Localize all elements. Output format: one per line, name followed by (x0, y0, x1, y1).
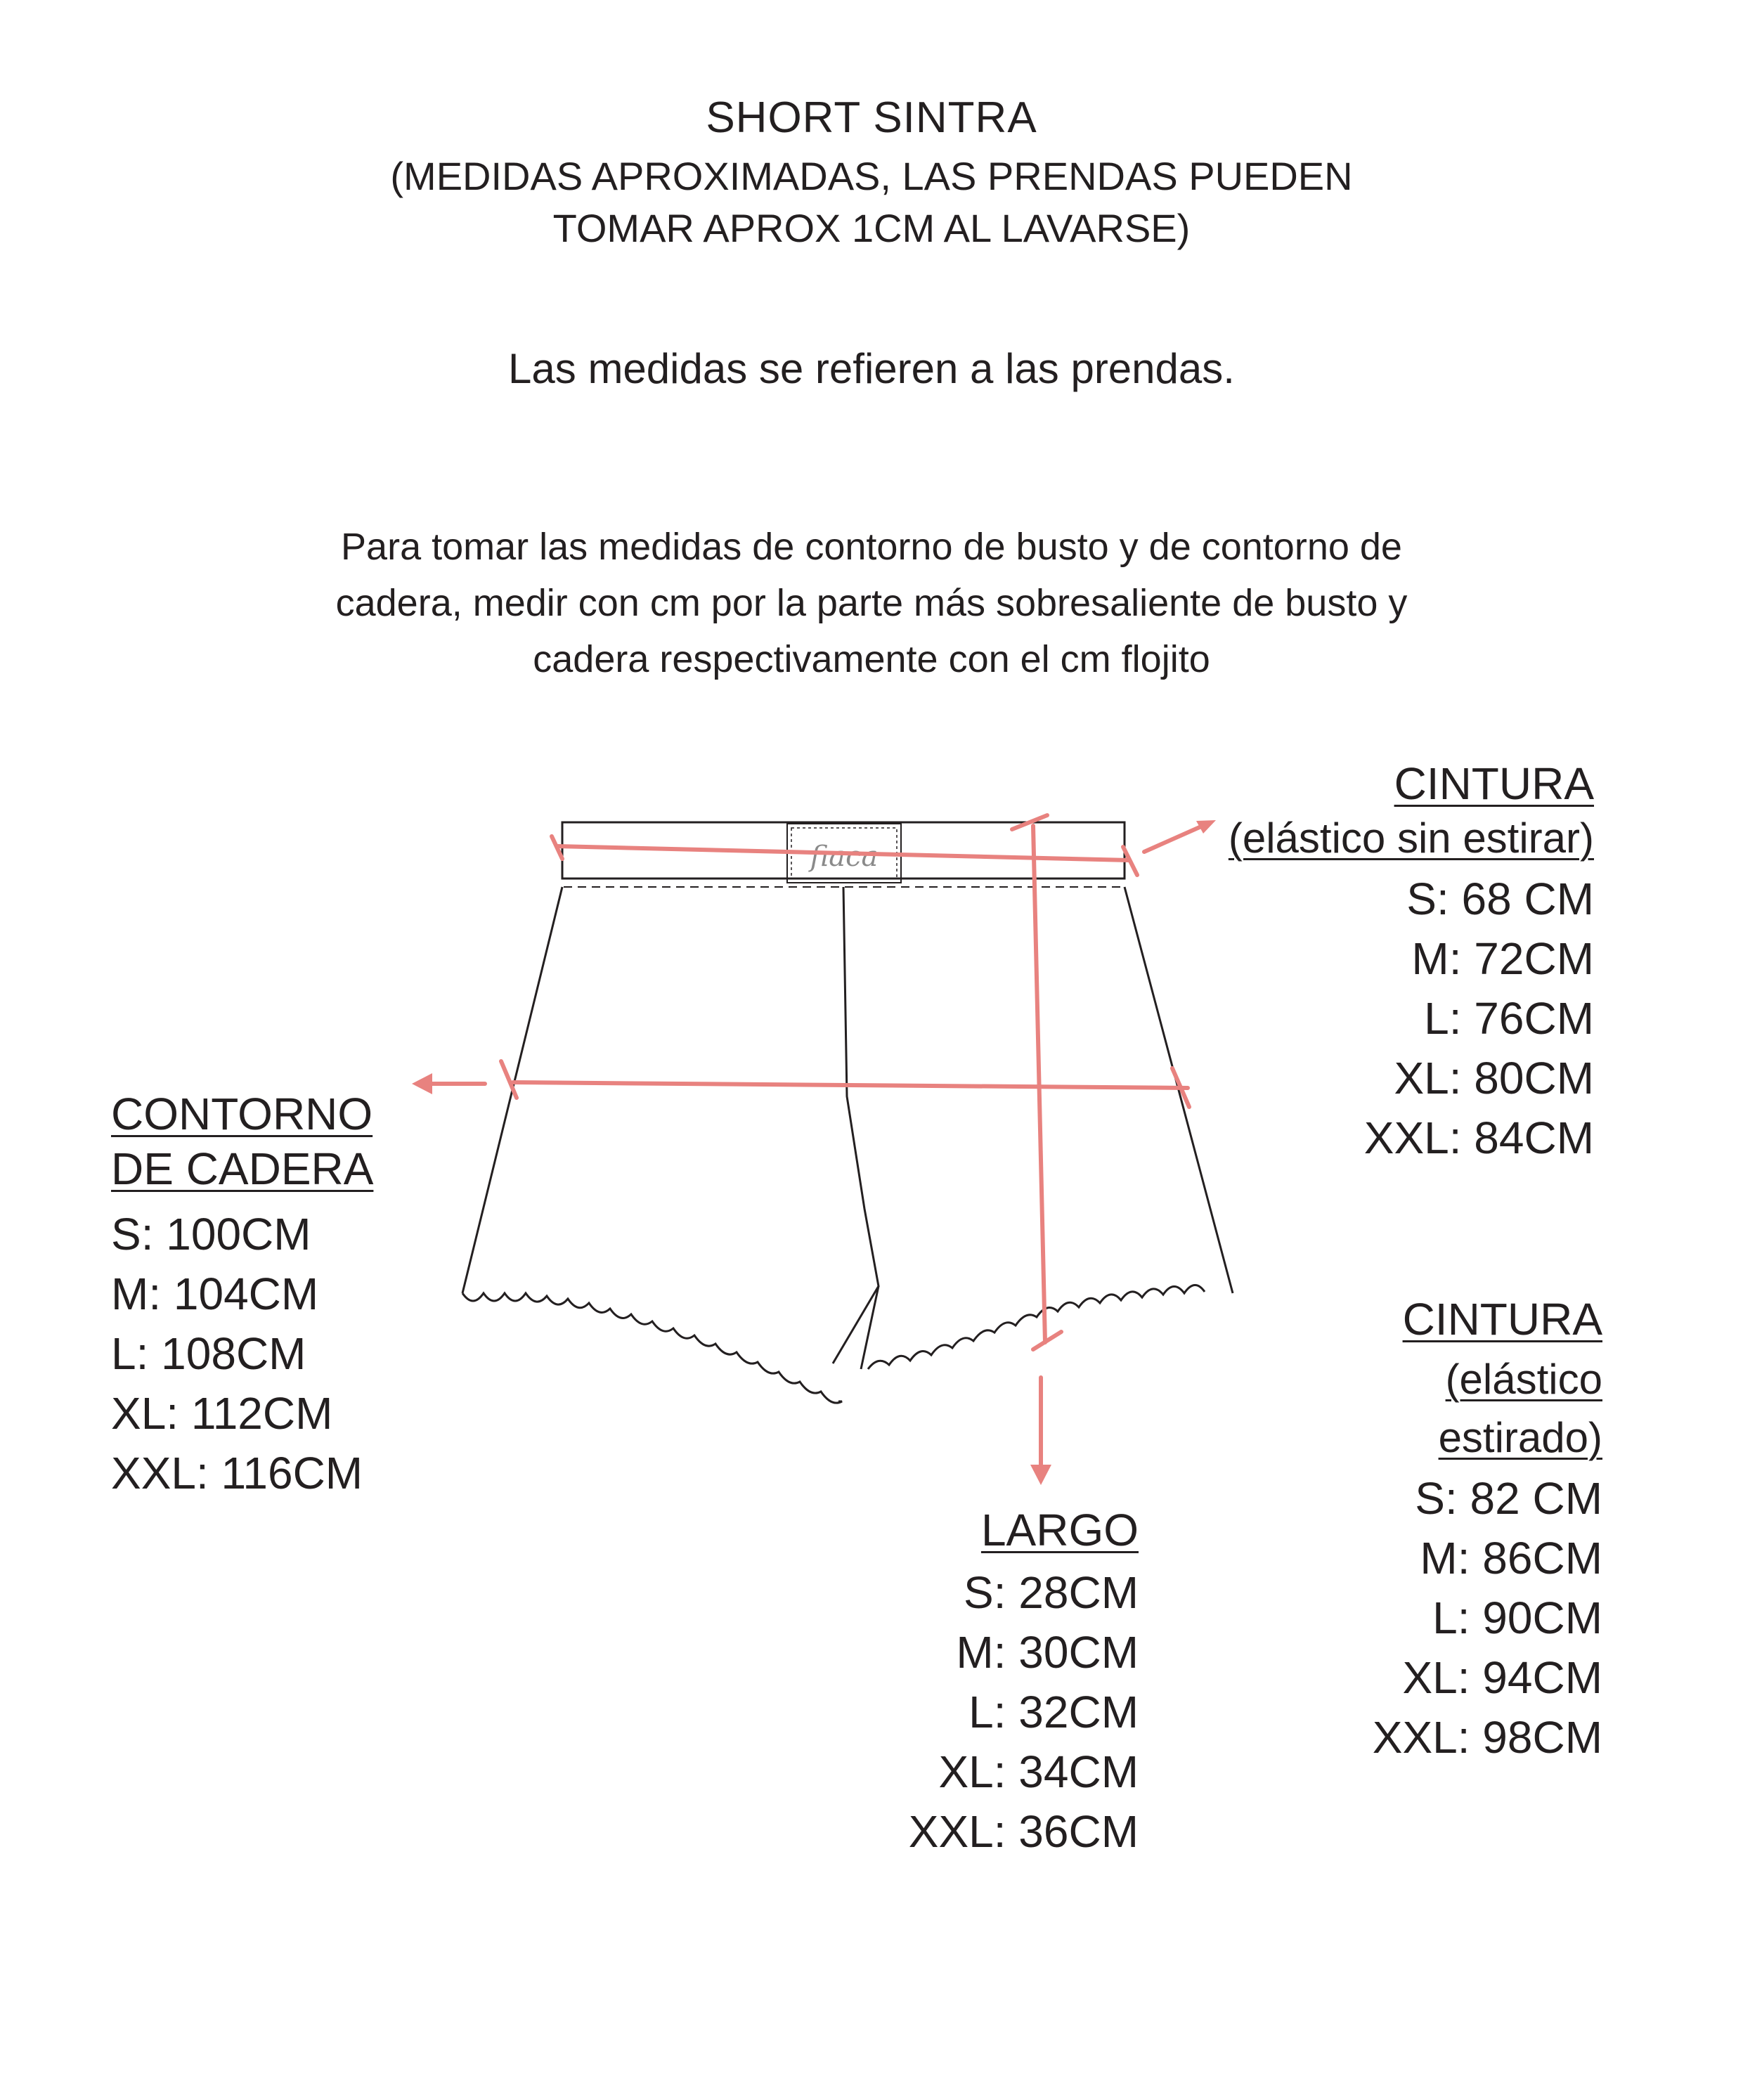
instructions-line-3: cadera respectivamente con el cm flojito (533, 638, 1210, 680)
cintura-relaxed-block (1102, 758, 1594, 1168)
list-item: XXL: 36CM (908, 1806, 1139, 1857)
instructions-line-2: cadera, medir con cm por la parte más sobresaliente de busto y (335, 582, 1408, 624)
list-item: S: 68 CM (1406, 874, 1594, 924)
cintura-stretched-values (1181, 1469, 1602, 1768)
list-item: XL: 80CM (1394, 1053, 1594, 1103)
list-item: XXL: 98CM (1372, 1712, 1602, 1763)
largo-block (787, 1504, 1139, 1862)
center-seam (833, 887, 879, 1363)
largo-title: LARGO (980, 1505, 1139, 1555)
cintura-relaxed-title: CINTURA (1394, 758, 1594, 809)
page-title: SHORT SINTRA (706, 93, 1037, 142)
cadera-block (111, 1088, 533, 1503)
list-item: L: 32CM (968, 1687, 1139, 1737)
list-item: S: 82 CM (1415, 1473, 1602, 1524)
list-item: S: 28CM (964, 1567, 1139, 1618)
length-line (1033, 826, 1045, 1342)
list-item: XXL: 84CM (1363, 1113, 1594, 1163)
list-item: XXL: 116CM (111, 1448, 363, 1498)
cadera-title-line-1: CONTORNO (111, 1089, 373, 1139)
label-script: fiaca (810, 841, 879, 873)
subtitle-line-2: TOMAR APROX 1CM AL LAVARSE) (552, 206, 1191, 250)
hip-line (513, 1082, 1188, 1088)
list-item: L: 90CM (1432, 1593, 1602, 1643)
list-item: L: 108CM (111, 1328, 306, 1379)
cintura-stretched-title: CINTURA (1402, 1294, 1602, 1344)
list-item: XL: 34CM (938, 1746, 1139, 1797)
largo-values (787, 1563, 1139, 1862)
length-arrowhead (1030, 1465, 1051, 1485)
instructions-line-1: Para tomar las medidas de contorno de busto y de contorno de (341, 526, 1402, 568)
list-item: L: 76CM (1424, 993, 1594, 1044)
list-item: M: 30CM (956, 1627, 1139, 1678)
cintura-relaxed-subtitle: (elástico sin estirar) (1228, 815, 1594, 862)
cadera-values (111, 1205, 533, 1503)
measure-lines (422, 815, 1207, 1476)
list-item: M: 86CM (1420, 1533, 1602, 1583)
cintura-relaxed-values (1102, 869, 1594, 1168)
cintura-stretched-subtitle-1: (elástico (1445, 1356, 1602, 1403)
cintura-stretched-subtitle-2: estirado) (1438, 1414, 1602, 1461)
subtitle-line-1: (MEDIDAS APROXIMADAS, LAS PRENDAS PUEDEN (390, 154, 1353, 198)
list-item: XL: 112CM (111, 1388, 333, 1439)
list-item: S: 100CM (111, 1209, 311, 1259)
list-item: M: 104CM (111, 1269, 319, 1319)
cadera-title-line-2: DE CADERA (111, 1143, 374, 1194)
right-hem (868, 1285, 1205, 1369)
cintura-stretched-block (1181, 1293, 1602, 1768)
note-text: Las medidas se refieren a las prendas. (508, 345, 1235, 392)
list-item: M: 72CM (1411, 933, 1594, 984)
list-item: XL: 94CM (1402, 1652, 1602, 1703)
